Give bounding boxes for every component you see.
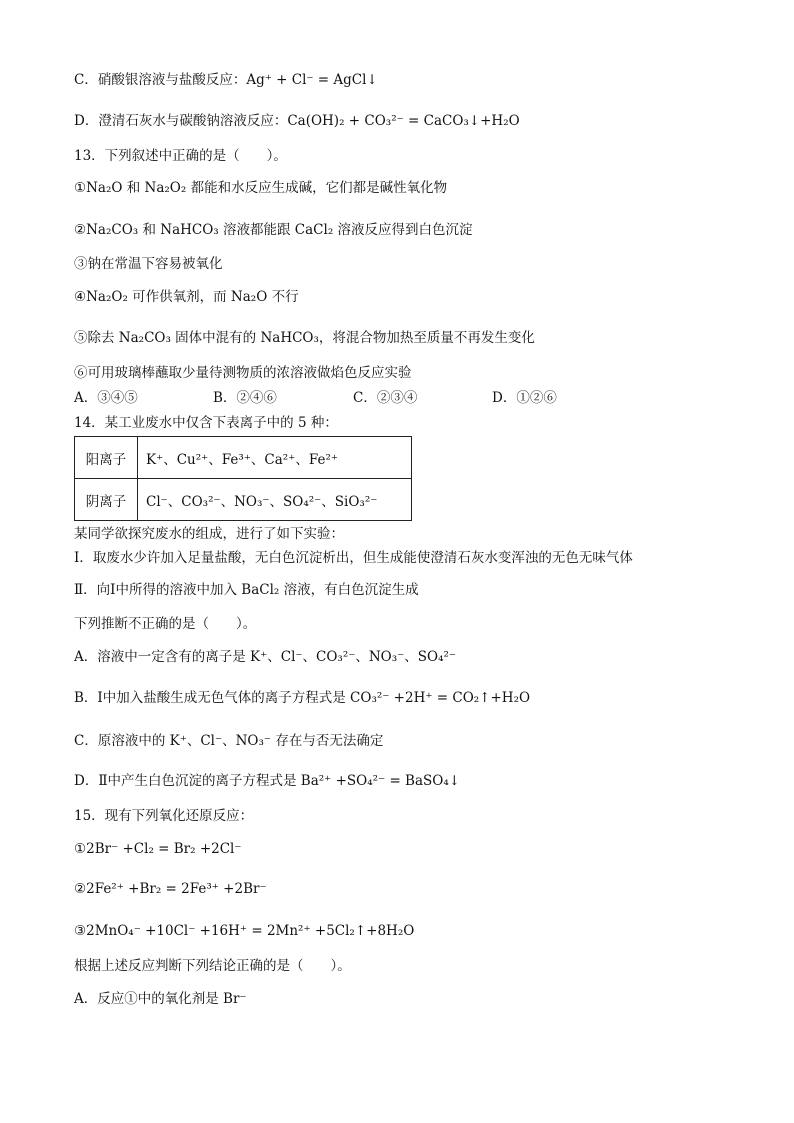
q13-statement-4: ④Na₂O₂ 可作供氧剂，而 Na₂O 不行	[74, 289, 299, 305]
q14-experiment-1: Ⅰ．取废水少许加入足量盐酸，无白色沉淀析出，但生成能使澄清石灰水变浑浊的无色无味气体	[74, 550, 633, 566]
q15-reaction-2: ②2Fe²⁺ +Br₂ = 2Fe³⁺ +2Br⁻	[74, 881, 267, 897]
q14-option-d: D．Ⅱ中产生白色沉淀的离子方程式是 Ba²⁺ +SO₄²⁻ = BaSO₄↓	[74, 773, 461, 789]
anion-label: 阴离子	[75, 479, 138, 521]
ion-table	[74, 436, 412, 521]
q13-statement-6: ⑥可用玻璃棒蘸取少量待测物质的浓溶液做焰色反应实验	[74, 365, 412, 381]
q15-reaction-3: ③2MnO₄⁻ +10Cl⁻ +16H⁺ = 2Mn²⁺ +5Cl₂↑+8H₂O	[74, 923, 415, 939]
cation-label: 阳离子	[75, 437, 138, 479]
anion-row	[75, 479, 412, 521]
q15-option-a: A．反应①中的氧化剂是 Br⁻	[74, 991, 247, 1007]
q13-options	[74, 388, 674, 408]
q14-option-b: B．Ⅰ中加入盐酸生成无色气体的离子方程式是 CO₃²⁻ +2H⁺ = CO₂↑+H₂O	[74, 690, 531, 706]
q12-option-c: C．硝酸银溶液与盐酸反应：Ag⁺ + Cl⁻ = AgCl↓	[74, 72, 378, 88]
q14-option-a: A．溶液中一定含有的离子是 K⁺、Cl⁻、CO₃²⁻、NO₃⁻、SO₄²⁻	[74, 649, 457, 665]
q13-statement-2: ②Na₂CO₃ 和 NaHCO₃ 溶液都能跟 CaCl₂ 溶液反应得到白色沉淀	[74, 222, 473, 238]
q15-question: 根据上述反应判断下列结论正确的是（ ）。	[74, 958, 351, 974]
cation-row	[75, 437, 412, 479]
q15-reaction-1: ①2Br⁻ +Cl₂ = Br₂ +2Cl⁻	[74, 841, 242, 857]
q13-option-d: D．①②⑥	[492, 390, 557, 406]
q13-statement-1: ①Na₂O 和 Na₂O₂ 都能和水反应生成碱，它们都是碱性氧化物	[74, 180, 448, 196]
q13-option-c: C．②③④	[353, 390, 418, 406]
q14-question: 下列推断不正确的是（ ）。	[74, 616, 257, 632]
cation-list: K⁺、Cu²⁺、Fe³⁺、Ca²⁺、Fe²⁺	[138, 437, 412, 479]
q13-stem: 13．下列叙述中正确的是（ ）。	[74, 148, 287, 164]
q13-option-a: A．③④⑤	[74, 390, 138, 406]
anion-list: Cl⁻、CO₃²⁻、NO₃⁻、SO₄²⁻、SiO₃²⁻	[138, 479, 412, 521]
q14-intro: 某同学欲探究废水的组成，进行了如下实验：	[74, 526, 344, 542]
q12-option-d: D．澄清石灰水与碳酸钠溶液反应：Ca(OH)₂ + CO₃²⁻ = CaCO₃↓+H₂O	[74, 113, 520, 129]
q14-experiment-2: Ⅱ．向Ⅰ中所得的溶液中加入 BaCl₂ 溶液，有白色沉淀生成	[74, 582, 419, 598]
q13-statement-3: ③钠在常温下容易被氧化	[74, 256, 223, 272]
q14-stem: 14．某工业废水中仅含下表离子中的 5 种：	[74, 415, 338, 431]
q14-option-c: C．原溶液中的 K⁺、Cl⁻、NO₃⁻ 存在与否无法确定	[74, 733, 384, 749]
q15-stem: 15．现有下列氧化还原反应：	[74, 808, 254, 824]
q13-statement-5: ⑤除去 Na₂CO₃ 固体中混有的 NaHCO₃，将混合物加热至质量不再发生变化	[74, 330, 535, 346]
q13-option-b: B．②④⑥	[213, 390, 277, 406]
